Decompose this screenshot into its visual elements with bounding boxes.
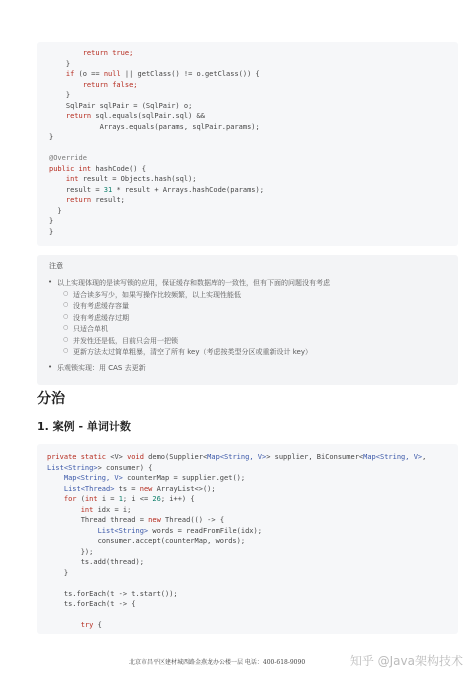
section-title: 分治 [37,391,65,407]
note-item: ○ 没有考虑缓存过期 [73,313,129,323]
code-token: Thread thread = [47,516,149,524]
code-token: ; i++) { [160,495,195,503]
code-token: for [63,495,77,503]
code-line [47,494,458,505]
code-token: } [49,91,71,99]
code-token: public int [49,164,92,173]
code-token [47,527,98,535]
code-line [49,48,458,59]
code-token: new [148,516,161,524]
note-title: 注意 [49,262,63,270]
code-line [49,59,458,70]
code-token: SqlPair sqlPair = (SqlPair) o; [49,101,193,110]
code-block-equals-hashcode [37,42,458,246]
code-line [49,185,458,196]
code-line [47,515,458,526]
note-item: ○ 更新方法太过简单粗暴，清空了所有 key（考虑按类型分区或重新设计 key） [73,347,312,357]
code-token: }); [47,547,94,556]
code-line [49,206,458,217]
code-line [47,505,458,516]
note-item: ○ 并发性还是低，目前只会用一把锁 [73,336,178,346]
code-token: private static [47,453,107,461]
code-line [47,526,458,537]
note-item: • 以上实现体现的是读写锁的应用，保证缓存和数据库的一致性，但有下面的问题没有考虑 [57,278,330,288]
code-token: consumer.accept(counterMap, words); [47,537,246,545]
note-box [37,255,458,385]
code-token: 26 [152,495,161,503]
code-line [47,599,458,610]
code-line [47,547,458,558]
code-line [47,568,458,579]
code-token [49,49,83,57]
code-token [47,495,64,503]
note-item: ○ 适合读多写少，如果写操作比较频繁，以上实现性能低 [73,290,241,300]
code-line [49,122,458,133]
code-token: List<Thread> [63,484,115,493]
code-block-word-count [37,444,458,634]
code-token [47,485,64,493]
code-token: result = Objects.hash(sql); [78,175,197,183]
page-footer [0,652,475,674]
code-token: int [80,505,94,514]
code-line [49,80,458,91]
code-token: i = [97,495,119,503]
code-line [49,227,458,238]
code-token: @Override [49,154,87,162]
code-line [47,473,458,484]
code-line [47,452,458,463]
code-line [49,153,458,164]
code-token: ts.forEach(t -> t.start()); [47,589,178,598]
code-token: counterMap = supplier.get(); [122,474,246,482]
code-token [49,70,66,78]
code-token: Map<String, V> [63,474,123,482]
code-token: result; [91,196,125,204]
footer-address: 北京市昌平区建材城西路金燕龙办公楼一层 电话：400-618-9090 [129,659,306,666]
code-token: } [49,206,62,215]
code-token: Map<String, V> [363,453,423,461]
code-token: if [65,70,75,78]
code-token: Map<String, V> [207,453,267,461]
code-token: return true; [82,49,134,57]
code-token: ts.forEach(t -> { [47,600,136,608]
code-line [49,164,458,175]
code-token: > consumer) { [97,463,153,472]
code-token: return false; [82,80,138,89]
code-line [49,111,458,122]
code-token: * result + Arrays.hashCode(params); [112,185,264,194]
code-token: return [65,196,92,204]
note-item: ○ 只适合单机 [73,324,108,334]
code-line [47,620,458,631]
subsection-title: 1. 案例 - 单词计数 [37,420,131,433]
code-token: return [65,112,92,120]
code-token: List<String> [97,526,149,535]
code-line [47,557,458,568]
code-line [49,101,458,112]
note-item: • 乐观锁实现：用 CAS 去更新 [57,363,146,373]
code-token [49,196,66,204]
watermark: 知乎 @Java架构技术 [349,654,463,668]
code-token: } [49,227,54,236]
code-line [49,195,458,206]
code-token: } [49,59,71,68]
code-token: hashCode() { [91,164,146,173]
code-token: ( [76,495,85,503]
code-token: ts.add(thread); [47,558,144,566]
code-line [47,463,458,474]
code-token [47,506,81,514]
code-token: ; i <= [122,495,153,503]
code-token [47,621,81,629]
code-token [47,474,64,482]
code-token: result = [49,185,104,194]
code-token: { [93,621,102,629]
code-token: ts = [114,484,140,493]
code-token: (o == [74,70,104,78]
code-token: try [80,621,94,629]
code-token: null [103,70,121,78]
code-line [49,143,458,154]
code-token: demo(Supplier< [143,453,208,461]
code-token: idx = i; [93,505,132,514]
code-token: || getClass() != o.getClass()) { [120,70,260,78]
code-token: Arrays.equals(params, sqlPair.params); [49,122,260,131]
code-line [47,589,458,600]
note-item: ○ 没有考虑缓存容量 [73,301,129,311]
code-token: <V> [106,453,128,461]
code-line [49,174,458,185]
code-line [49,132,458,143]
code-line [49,216,458,227]
code-token [49,112,66,120]
code-token: int [84,495,98,503]
code-token: words = readFromFile(idx); [148,526,262,535]
code-token: Thread(() -> { [160,516,225,524]
code-line [47,484,458,495]
code-token: } [47,568,69,577]
code-token: new [139,484,153,493]
code-token: 31 [103,185,113,194]
code-line [47,578,458,589]
code-token: 1 [118,495,123,503]
code-token: > supplier, BiConsumer< [266,453,364,461]
code-line [47,536,458,547]
code-line [49,90,458,101]
code-token [49,175,66,183]
code-token: sql.equals(sqlPair.sql) && [91,112,205,120]
code-token [49,81,83,89]
code-token: ArrayList<>(); [152,484,216,493]
code-token: } [49,217,54,225]
code-line [49,69,458,80]
code-token: int [65,175,79,183]
code-line [47,610,458,621]
code-token: } [49,133,54,141]
code-token: , [422,453,427,461]
code-token: void [127,453,144,461]
code-token: List<String> [47,463,98,472]
